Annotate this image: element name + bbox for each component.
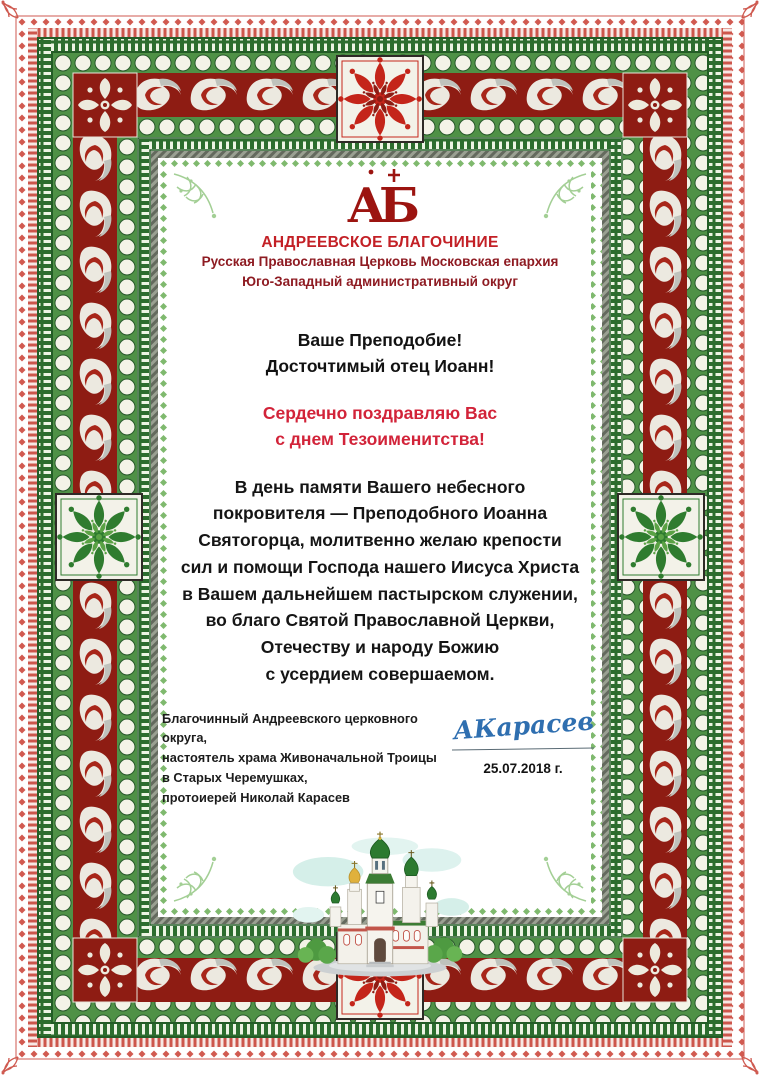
autograph-text: АКарасев (452, 708, 595, 745)
small-green-dome (427, 886, 436, 899)
small-green-dome (331, 891, 339, 903)
autograph-block (448, 709, 598, 776)
signatory-line: Благочинный Андреевского церковного округа, (162, 710, 418, 746)
signatory-title (162, 709, 448, 808)
salutation-line-1: Ваше Преподобие! (297, 329, 463, 350)
signature-block (160, 709, 600, 808)
body-line: покровителя — Преподобного Иоанна (212, 503, 548, 524)
cross-icon (333, 885, 338, 891)
signatory-line: настоятель храма Живоначальной Троицы (162, 750, 437, 766)
autograph-graphic (448, 709, 598, 755)
organization-subtitle-2: Юго-Западный административный округ (242, 274, 518, 290)
cross-icon (429, 880, 434, 886)
diocese-logo (160, 164, 600, 228)
salutation (160, 327, 600, 380)
body-line: сил и помощи Господа нашего Иисуса Христа (180, 556, 580, 577)
organization-name: АНДРЕЕВСКОЕ БЛАГОЧИНИЕ (261, 234, 499, 251)
body-line: Святогорца, молитвенно желаю крепости (198, 530, 562, 551)
church-illustration (160, 830, 600, 980)
logo-dot (369, 170, 374, 175)
body-paragraph (160, 474, 600, 688)
logo-monogram-text: АБ (346, 178, 414, 228)
signatory-line: в Старых Черемушках, (162, 770, 308, 786)
cross-icon (377, 831, 383, 837)
body-line: с усердием совершаемом. (265, 663, 495, 684)
icon-panel (376, 891, 384, 903)
congratulation (160, 400, 600, 453)
congratulation-line-2: с днем Тезоименитства! (275, 429, 485, 450)
signature-date: 25.07.2018 г. (483, 760, 563, 776)
body-line: В день памяти Вашего небесного (234, 476, 526, 497)
entrance-door (374, 938, 386, 963)
logo-monogram-graphic (341, 164, 419, 228)
congratulation-line-1: Сердечно поздравляю Вас (262, 403, 498, 423)
body-line: в Вашем дальнейшем пастырском служении, (182, 583, 578, 604)
church-graphic (287, 830, 473, 980)
signatory-line: протоиерей Николай Карасев (162, 789, 350, 805)
letter-content (160, 162, 600, 925)
organization-subtitle-1: Русская Православная Церковь Московская епархия (201, 254, 559, 269)
body-line: во благо Святой Православной Церкви, (205, 610, 555, 631)
salutation-line-2: Досточтимый отец Иоанн! (265, 355, 495, 376)
body-line: Отечеству и народу Божию (260, 637, 500, 658)
